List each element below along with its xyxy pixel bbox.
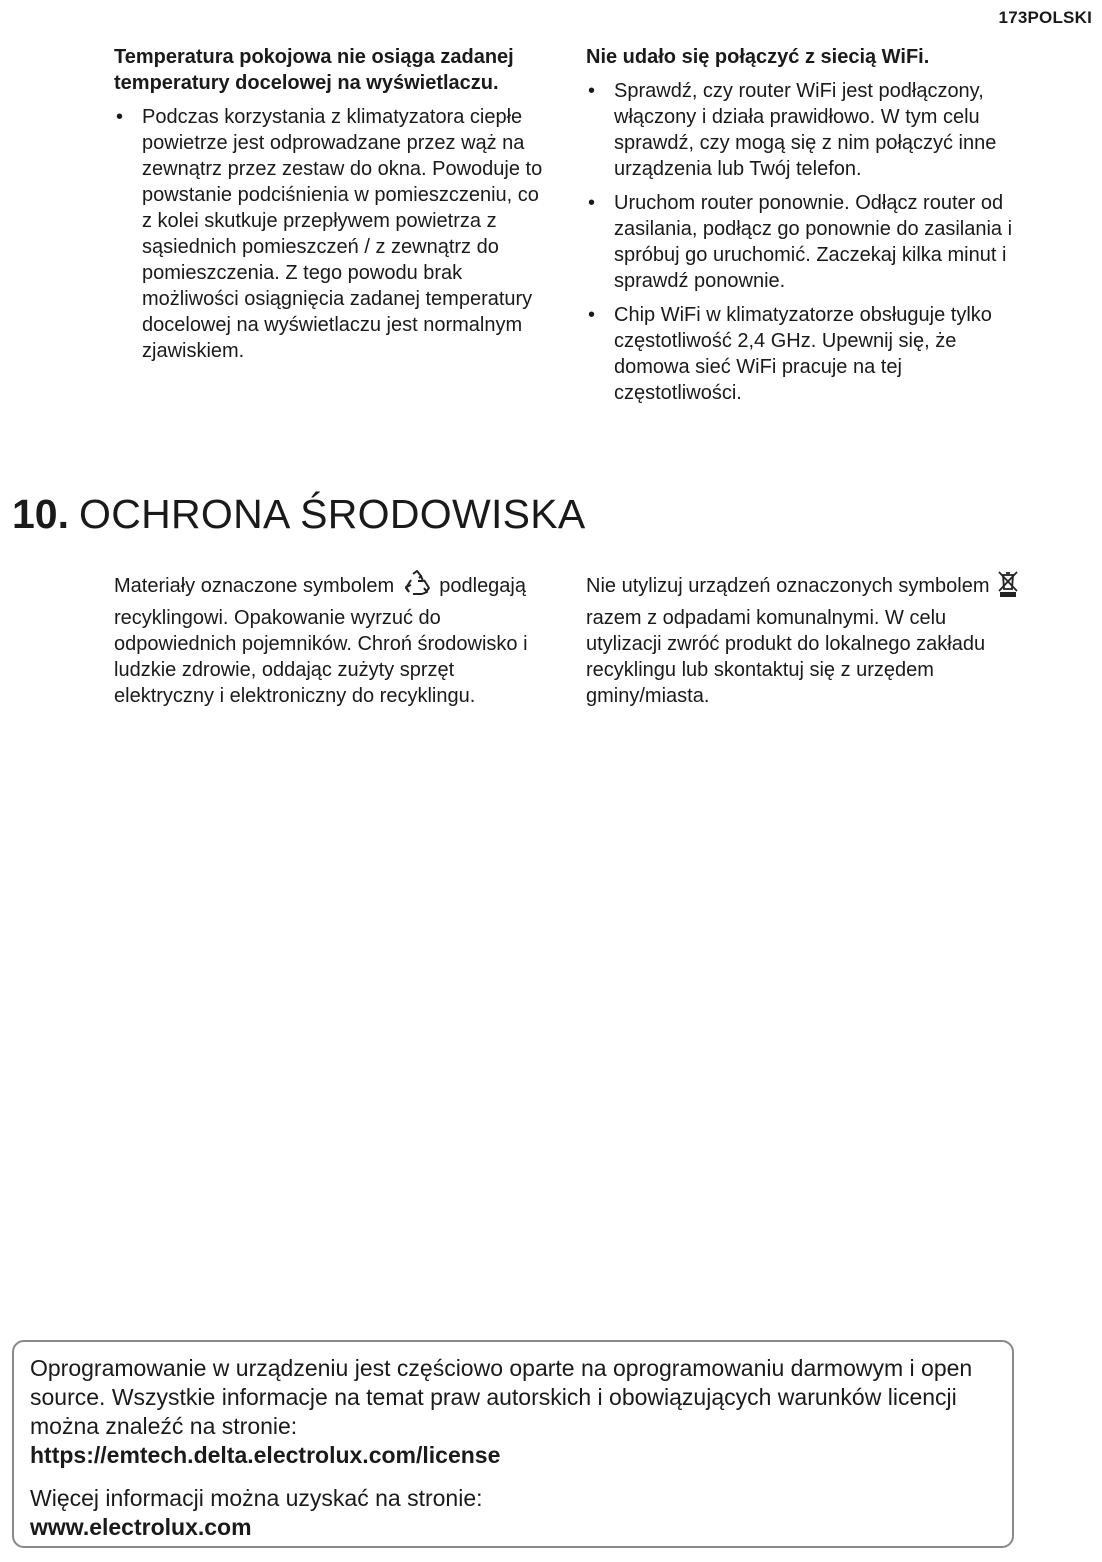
license-notice-text: Oprogramowanie w urządzeniu jest częściowo oparte na oprogramowaniu darmowym i open source. Wszystkie informacje na temat praw autorskich i obowiązujących warunków licencji można znaleźć na stronie: (30, 1355, 973, 1439)
problem-heading: Nie udało się połączyć z siecią WiFi. (586, 46, 930, 68)
troubleshooting-wifi (586, 44, 1026, 414)
environment-recycling-text (114, 570, 534, 709)
environment-weee-text (586, 570, 1026, 709)
license-link[interactable]: https://emtech.delta.electrolux.com/license (30, 1442, 501, 1468)
license-notice-box (12, 1340, 1014, 1548)
section-heading: OCHRONA ŚRODOWISKA (79, 491, 586, 537)
crossed-bin-icon (997, 570, 1019, 605)
recycling-text-start: Materiały oznaczone symbolem (114, 575, 395, 597)
solution-item: • Chip WiFi w klimatyzatorze obsługuje tylko częstotliwość 2,4 GHz. Upewnij się, że domowa sieć WiFi pracuje na tej częstotliwości. (586, 302, 1026, 406)
weee-text-start: Nie utylizuj urządzeń oznaczonych symbolem (586, 575, 990, 597)
website-link[interactable]: www.electrolux.com (30, 1514, 252, 1540)
problem-heading: Temperatura pokojowa nie osiąga zadanej temperatury docelowej na wyświetlaczu. (114, 46, 514, 94)
recycle-icon (402, 570, 432, 605)
solution-item: • Uruchom router ponownie. Odłącz router od zasilania, podłącz go ponownie do zasilania i spróbuj go uruchomić. Zaczekaj kilka minut i sprawdź ponownie. (586, 190, 1026, 294)
recycling-text-end: podlegają recyklingowi. Opakowanie wyrzuć do odpowiednich pojemników. Chroń środowisko i ludzkie zdrowie, oddając zużyty sprzęt elektryczny i elektroniczny do recyklingu. (114, 575, 528, 707)
weee-text-end: razem z odpadami komunalnymi. W celu utylizacji zwróć produkt do lokalnego zakładu recyklingu lub skontaktuj się z urzędem gminy/miasta. (586, 607, 986, 707)
more-info-text: Więcej informacji można uzyskać na stronie: (30, 1485, 483, 1511)
recycling-paragraph (114, 570, 534, 709)
page-number-label: 173POLSKI (998, 8, 1092, 27)
solution-list (586, 78, 1026, 406)
section-number: 10. (12, 491, 69, 537)
solution-list (114, 104, 544, 364)
solution-item: • Sprawdź, czy router WiFi jest podłączony, włączony i działa prawidłowo. W tym celu sprawdź, czy mogą się z nim połączyć inne urządzenia lub Twój telefon. (586, 78, 1026, 182)
troubleshooting-room-temperature (114, 44, 544, 372)
weee-paragraph (586, 570, 1026, 709)
solution-item: • Podczas korzystania z klimatyzatora ciepłe powietrze jest odprowadzane przez wąż na zewnątrz przez zestaw do okna. Powoduje to powstanie podciśnienia w pomieszczeniu, co z kolei skutkuje przepływem powietrza z sąsiednich pomieszczeń / z zewnątrz do pomieszczenia. Z tego powodu brak możliwości osiągnięcia zadanej temperatury docelowej na wyświetlaczu jest normalnym zjawiskiem. (114, 104, 544, 364)
section-title (12, 488, 586, 540)
